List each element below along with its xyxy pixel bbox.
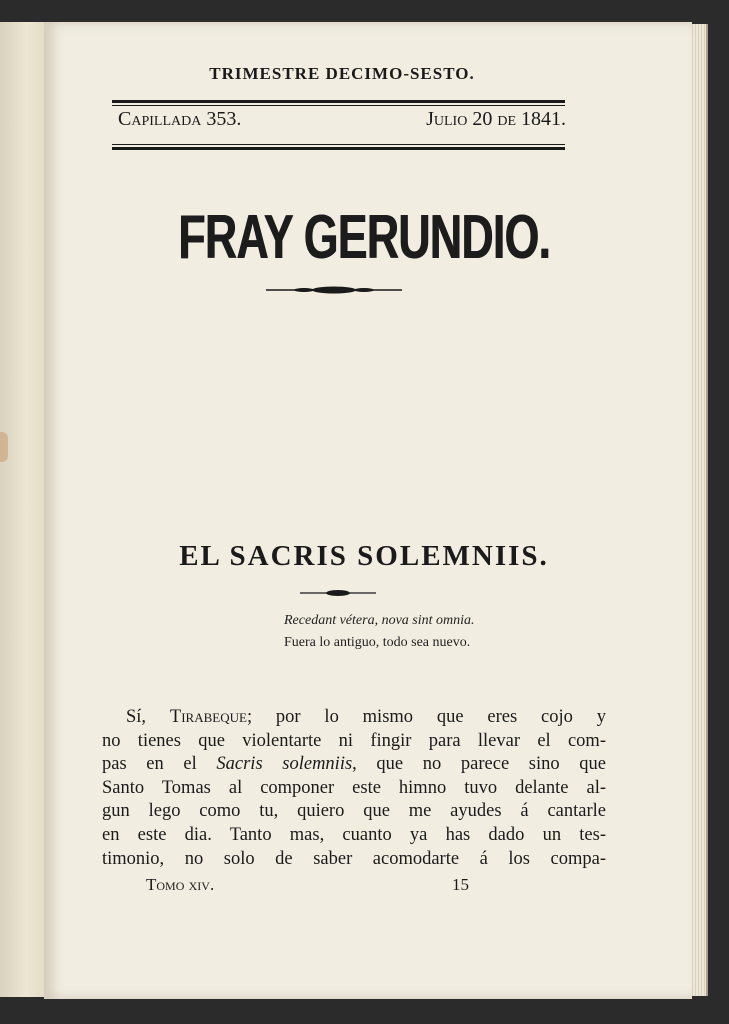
mid-thin-rule [112,144,565,145]
top-double-rule [112,100,565,103]
issue-number: Capillada 353. [118,108,242,130]
epigraph-latin: Recedant vétera, nova sint omnia. [284,613,475,628]
mid-double-rule [112,147,565,150]
epigraph [284,610,475,654]
page-block-edge [692,24,708,996]
series-heading: TRIMESTRE DECIMO-SESTO. [209,64,475,83]
left-page-edge [0,22,46,997]
body-text-run: Sí, [126,707,170,727]
body-text-run: pas en el [102,754,217,775]
volume-label: Tomo xiv. [146,875,215,894]
body-text-run: , que no parece sino que [352,754,606,775]
body-line: no tienes que violentarte ni fingir para llevar el com- [102,730,606,751]
document-page [44,22,692,999]
body-line: gun lego como tu, quiero que me ayudes á cantarle [102,801,606,822]
small-flourish-ornament [298,588,378,598]
epigraph-translation: Fuera lo antiguo, todo sea nuevo. [284,635,471,650]
article-body [102,706,606,871]
article-title: EL SACRIS SOLEMNIIS. [179,540,549,572]
top-thin-rule [112,105,565,106]
hymn-title: Sacris solemniis [216,754,353,775]
body-line [102,706,606,730]
body-text-run: ; por lo mismo que eres cojo y [246,707,606,727]
masthead-title: FRAY GERUNDIO. [178,203,550,272]
character-name: Tirabeque [169,707,247,727]
body-line: timonio, no solo de saber acomodarte á los compa- [102,848,606,869]
body-line: Santo Tomas al componer este himno tuvo delante al- [102,777,606,798]
flourish-ornament [264,284,404,296]
issue-line [118,108,566,138]
body-line: en este dia. Tanto mas, cuanto ya has dado un tes- [102,824,606,845]
signature-number: 15 [452,875,469,894]
page-footer [102,875,606,899]
body-line [102,753,606,777]
page-stain [0,432,8,462]
issue-date: Julio 20 de 1841. [426,108,566,130]
